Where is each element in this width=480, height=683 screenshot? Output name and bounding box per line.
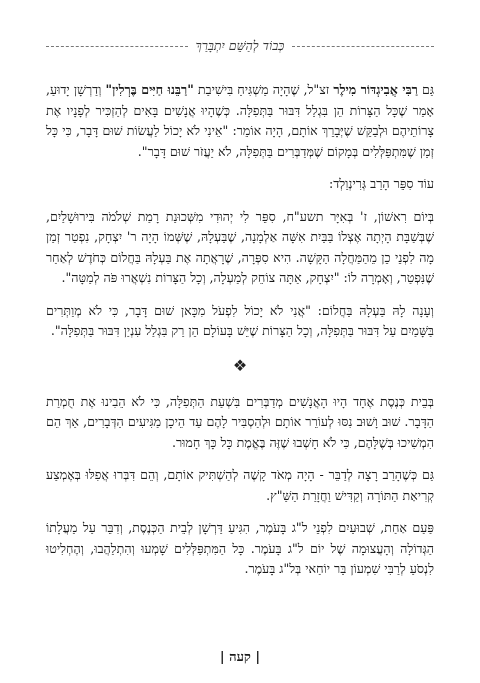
paragraph-1-text-a: גַּם [417,82,434,97]
rabbi-name: רַבִּי אֲבִיגְדּוֹר מִילֶר [333,82,418,97]
running-header [46,36,434,56]
paragraph-4: וְעָנָה לָהּ בַּעְלָהּ בַּחֲלוֹם: "אֲנִי לֹא יָכוֹל לִפְעֹל מִכָּאן שׁוּם דָּבָר, כִּי לֹא מְוַתְּרִים בַּשָּׁמַיִם עַל דִּבּוּר בַּתְּפִלָּה, וְכָל הַצָּרוֹת שֶׁיֵּשׁ בָּעוֹלָם הֵן רַק בִּגְלַל עִנְיַן דִּבּוּר בַּתְּפִלָּה". [46,302,434,338]
header-rule-left [46,46,188,47]
section-divider-ornament: ❖ [232,355,248,375]
yeshiva-name: "רַבֵּנוּ חַיִּים בֶּרְלִין" [105,82,194,97]
running-header-title: כְּבוֹד לְהַשֵּׁם יִתְבָּרַךְ [195,38,285,53]
paragraph-5: בְּבֵית כְּנֶסֶת אֶחָד הָיוּ הָאֲנָשִׁים מְדַבְּרִים בִּשְׁעַת הַתְּפִלָּה, כִּי לֹא הֵבִינוּ אֶת חֻמְרַת הַדָּבָר. שׁוּב וָשׁוּב נִסּוּ לְעוֹרֵר אוֹתָם וּלְהַסְבִּיר לָהֶם עַד הֵיכָן מַגִּיעִים הַדְּבָרִים, אַךְ הֵם הִמְשִׁיכוּ בְּשֶׁלָּהֶם, כִּי לֹא חָשְׁבוּ שֶׁזֶּה בֶּאֱמֶת כָּל כָּךְ חָמוּר. [46,393,434,450]
paragraph-2: עוֹד סִפֵּר הָרַב גְּרִינְוַלְד: [328,176,434,191]
paragraph-1-text-c: זצ"ל, שֶׁהָיָה מַשְׁגִּיחַ בִּישִׁיבַת [193,82,334,97]
page-number: | קעה | [219,650,261,665]
paragraph-3: בְּיוֹם רִאשׁוֹן, ז' בְּאִיָּר תשע"ח, סִפֵּר לִי יְהוּדִי מִשְּׁכוּנַת רָמַת שְׁלֹמֹה בִּירוּשָׁלַיִם, שֶׁבְּשַׁבָּת הָיְתָה אֶצְלוֹ בַּבַּיִת אִשָּׁה אַלְמָנָה, שֶׁבַּעְלָהּ, שֶׁשְּׁמוֹ הָיָה ר' יִצְחָק, נִפְטַר זְמַן מָה לִפְנֵי כֵן מֵהַמַּחֲלָה הַקָּשָׁה. הִיא סִפְּרָה, שֶׁרָאֲתָה אֶת בַּעְלָהּ בַּחֲלוֹם כְּחֹדֶשׁ לְאַחַר שֶׁנִּפְטַר, וְאָמְרָה לוֹ: "יִצְחָק, אַתָּה צוֹחֵק לְמַעְלָה, וְכָל הַצָּרוֹת נִשְׁאֲרוּ פֹּה לְמַטָּה". [46,208,434,285]
paragraph-1 [46,80,434,162]
paragraph-1-text-e: וְדַרְשָׁן יָדוּעַ, אָמַר שֶׁכָּל הַצָּרוֹת הֵן בִּגְלַל דִּבּוּר בַּתְּפִלָּה. כְּשֶׁהָיוּ אֲנָשִׁים בָּאִים לְהַזְכִּיר לְפָנָיו אֶת צָרוֹתֵיהֶם וּלְבַקֵּשׁ שֶׁיְּבָרֵךְ אוֹתָם, הָיָה אוֹמֵר: "אֵינִי לֹא יָכוֹל לַעֲשׂוֹת שׁוּם דָּבָר, כִּי כָּל זְמַן שֶׁמִּתְפַּלְּלִים בְּמָקוֹם שֶׁמְּדַבְּרִים בַּתְּפִלָּה, לֹא יַעֲזֹר שׁוּם דָּבָר". [46,82,434,159]
header-rule-right [292,46,434,47]
paragraph-6: גַּם כְּשֶׁהָרַב רָצָה לְדַבֵּר - הָיָה מְאֹד קָשֶׁה לְהַשְׁתִּיק אוֹתָם, וְהֵם דִּבְּרוּ אֲפִלּוּ בְּאֶמְצַע קְרִיאַת הַתּוֹרָה וְקַדִּישׁ וַחֲזָרַת הַשַּׁ"ץ. [46,467,434,503]
paragraph-7: פַּעַם אַחַת, שְׁבוּעַיִם לִפְנֵי ל"ג בָּעֹמֶר, הִגִּיעַ דַּרְשָׁן לְבֵית הַכְּנֶסֶת, וְדִבֵּר עַל מַעֲלָתוֹ הַגְּדוֹלָה וְהָעֲצוּמָה שֶׁל יוֹם ל"ג בָּעֹמֶר. כָּל הַמִּתְפַּלְּלִים שָׁמְעוּ וְהִתְלַהֲבוּ, וְהֶחְלִיטוּ לִנְסֹעַ לְרַבִּי שִׁמְעוֹן בַּר יוֹחַאי בְּל"ג בָּעֹמֶר. [46,520,434,576]
